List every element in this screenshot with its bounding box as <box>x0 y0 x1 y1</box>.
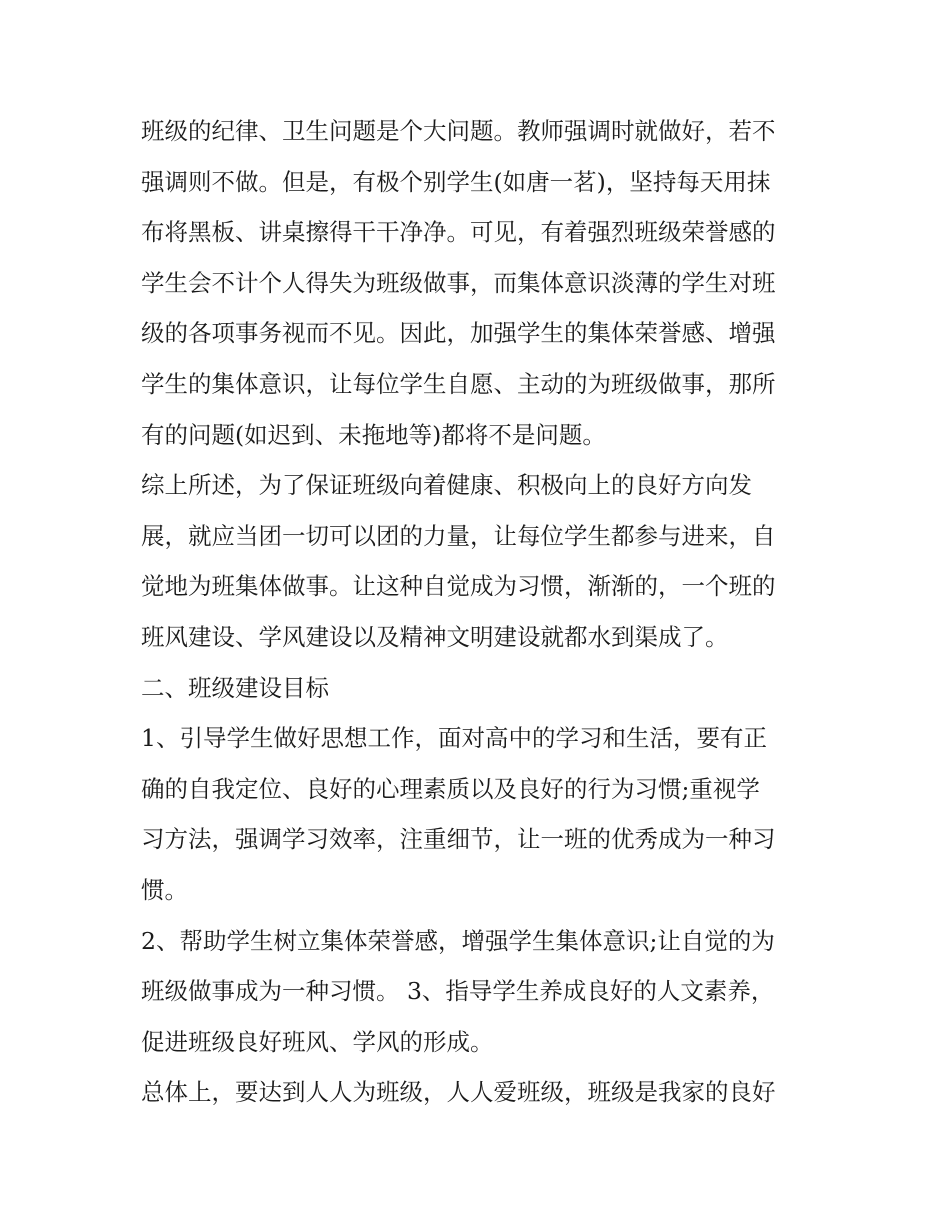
text-line: 2、帮助学生树立集体荣誉感，增强学生集体意识;让自觉的为 <box>141 926 775 955</box>
text-line: 学生会不计个人得失为班级做事，而集体意识淡薄的学生对班 <box>141 268 776 297</box>
text-line: 班风建设、学风建设以及精神文明建设就都水到渠成了。 <box>141 622 729 651</box>
text-line: 总体上，要达到人人为班级，人人爱班级，班级是我家的良好 <box>141 1078 776 1107</box>
text-line: 有的问题(如迟到、未拖地等)都将不是问题。 <box>141 420 606 449</box>
text-line: 班级做事成为一种习惯。 3、指导学生养成良好的人文素养， <box>141 977 775 1006</box>
text-line: 确的自我定位、良好的心理素质以及良好的行为习惯;重视学 <box>141 774 760 803</box>
text-line: 觉地为班集体做事。让这种自觉成为习惯，渐渐的，一个班的 <box>141 572 776 601</box>
document-body <box>141 106 821 1118</box>
text-line: 促进班级良好班风、学风的形成。 <box>141 1027 494 1056</box>
text-line: 展，就应当团一切可以团的力量，让每位学生都参与进来，自 <box>141 521 776 550</box>
text-line: 综上所述，为了保证班级向着健康、积极向上的良好方向发 <box>141 471 752 500</box>
text-line: 习方法，强调学习效率，注重细节，让一班的优秀成为一种习 <box>141 825 776 854</box>
text-line: 级的各项事务视而不见。因此，加强学生的集体荣誉感、增强 <box>141 319 776 348</box>
text-line: 强调则不做。但是，有极个别学生(如唐一茗)，坚持每天用抹 <box>141 167 771 196</box>
text-line: 班级的纪律、卫生问题是个大问题。教师强调时就做好，若不 <box>141 117 776 145</box>
text-line: 学生的集体意识，让每位学生自愿、主动的为班级做事，那所 <box>141 369 776 398</box>
text-line: 惯。 <box>141 875 188 904</box>
section-heading: 二、班级建设目标 <box>141 673 329 702</box>
text-line: 1、引导学生做好思想工作，面对高中的学习和生活，要有正 <box>141 724 767 753</box>
text-line: 布将黑板、讲桌擦得干干净净。可见，有着强烈班级荣誉感的 <box>141 218 776 247</box>
